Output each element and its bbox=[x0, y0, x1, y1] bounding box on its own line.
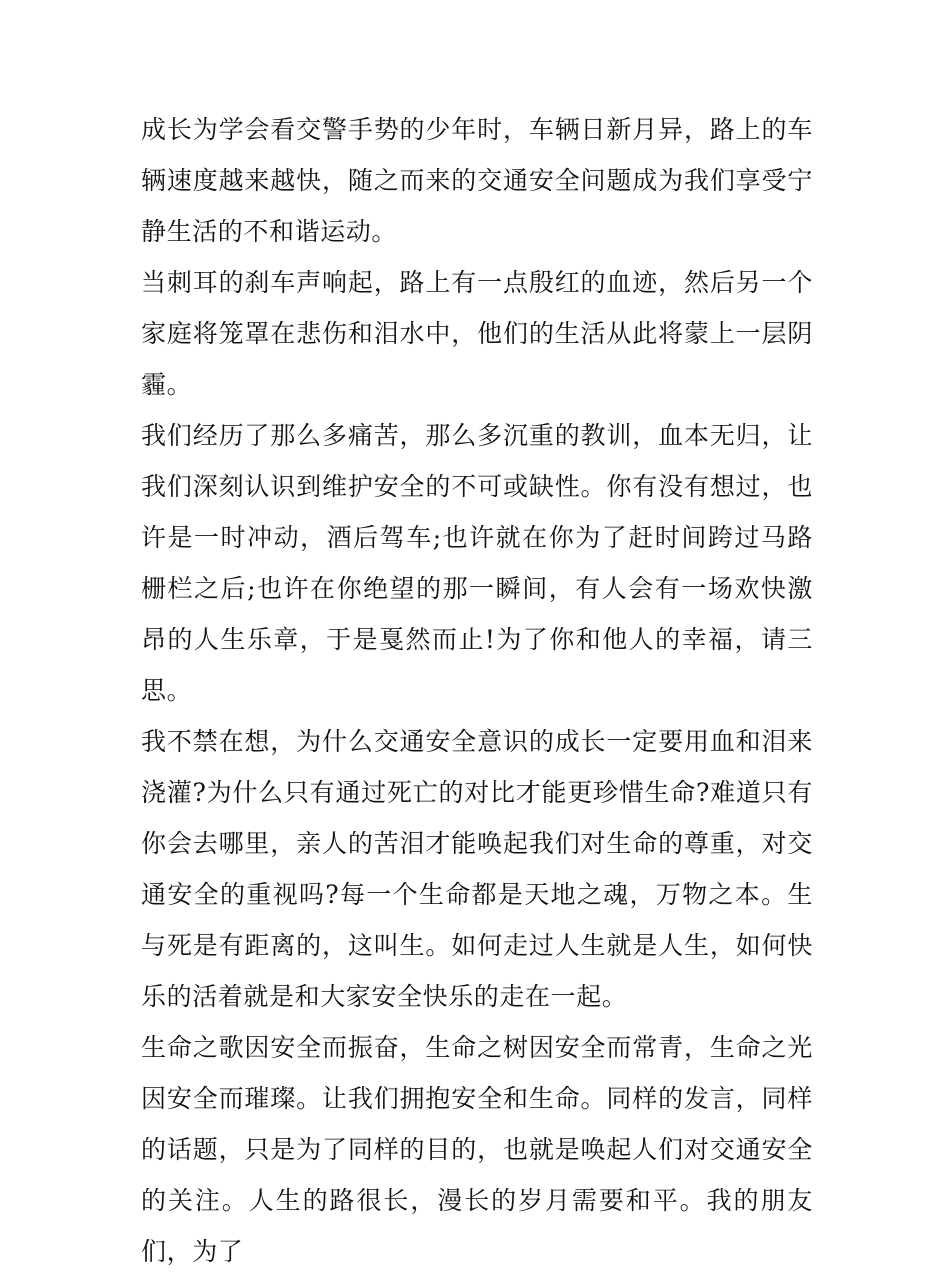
paragraph-1: 成长为学会看交警手势的少年时，车辆日新月异，路上的车辆速度越来越快，随之而来的交通安全问题成为我们享受宁静生活的不和谐运动。 bbox=[141, 115, 813, 246]
paragraph-5: 生命之歌因安全而振奋，生命之树因安全而常青，生命之光因安全而璀璨。让我们拥抱安全和生命。同样的发言，同样的话题，只是为了同样的目的，也就是唤起人们对交通安全的关注。人生的路很长，漫长的岁月需要和平。我的朋友们，为了 bbox=[141, 1033, 813, 1266]
paragraph-3: 我们经历了那么多痛苦，那么多沉重的教训，血本无归，让我们深刻认识到维护安全的不可或缺性。你有没有想过，也许是一时冲动，酒后驾车;也许就在你为了赶时间跨过马路栅栏之后;也许在你绝望的那一瞬间，有人会有一场欢快激昂的人生乐章，于是戛然而止!为了你和他人的幸福，请三思。 bbox=[141, 421, 813, 705]
document-body bbox=[141, 104, 813, 1277]
paragraph-2: 当刺耳的刹车声响起，路上有一点殷红的血迹，然后另一个家庭将笼罩在悲伤和泪水中，他们的生活从此将蒙上一层阴霾。 bbox=[141, 268, 813, 399]
paragraph-4: 我不禁在想，为什么交通安全意识的成长一定要用血和泪来浇灌?为什么只有通过死亡的对比才能更珍惜生命?难道只有你会去哪里，亲人的苦泪才能唤起我们对生命的尊重，对交通安全的重视吗?每一个生命都是天地之魂，万物之本。生与死是有距离的，这叫生。如何走过人生就是人生，如何快乐的活着就是和大家安全快乐的走在一起。 bbox=[141, 727, 813, 1011]
